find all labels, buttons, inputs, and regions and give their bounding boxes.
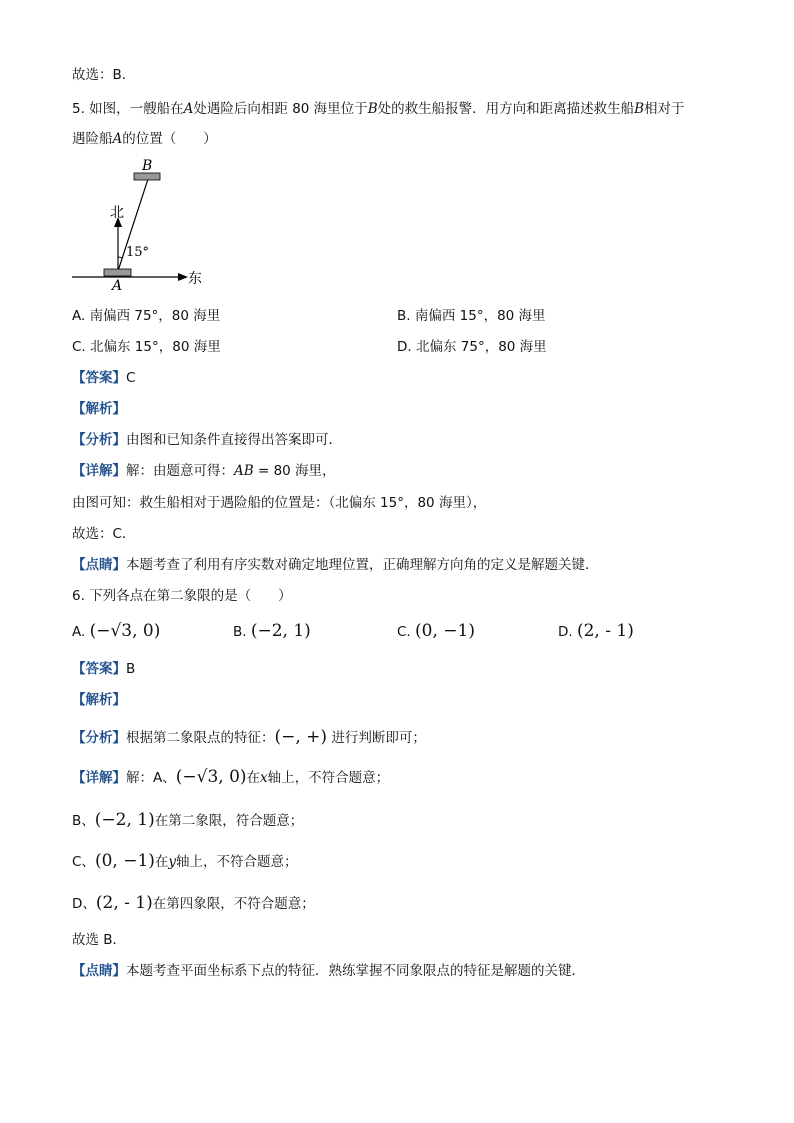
q6-option-d: D. (2, - 1) — [558, 621, 634, 641]
q6-guxuan: 故选 B． — [72, 932, 127, 948]
q6-dianjing: 【点睛】本题考查平面坐标系下点的特征．熟练掌握不同象限点的特征是解题的关键． — [72, 963, 585, 979]
q6-xiangjie: 【详解】解：A、(−√3, 0)在x轴上，不符合题意； — [72, 767, 390, 787]
q5-option-c: C. 北偏东 15°，80 海里 — [72, 339, 221, 355]
question-5-stem-cont: 遇险船A的位置（ ） — [72, 131, 217, 147]
q5-option-a: A. 南偏西 75°，80 海里 — [72, 308, 221, 324]
q5-xiangjie: 【详解】解：由题意可得：AB = 80 海里， — [72, 463, 336, 479]
label-a: A — [112, 278, 123, 294]
q6-analysis-heading: 【解析】 — [72, 692, 126, 708]
q6-option-c: C. (0, −1) — [397, 621, 475, 641]
ship-b — [134, 173, 160, 180]
question-6-stem: 6. 下列各点在第二象限的是（ ） — [72, 588, 292, 604]
direction-figure — [70, 155, 220, 295]
q5-youtu: 由图可知：救生船相对于遇险船的位置是：（北偏东 15°，80 海里）， — [72, 495, 487, 511]
q6-answer: 【答案】B — [72, 661, 136, 677]
q5-dianjing: 【点睛】本题考查了利用有序实数对确定地理位置，正确理解方向角的定义是解题关键． — [72, 557, 599, 573]
angle-arc — [118, 257, 123, 258]
q6-option-a: A. (−√3, 0) — [72, 621, 161, 641]
label-b: B — [142, 158, 153, 174]
q5-option-d: D. 北偏东 75°，80 海里 — [397, 339, 547, 355]
text-line: 故选：B． — [72, 67, 136, 83]
east-arrow-icon — [178, 273, 188, 281]
label-north: 北 — [110, 205, 124, 221]
q6-line-d: D、(2, - 1)在第四象限，不符合题意； — [72, 893, 315, 913]
q5-option-b: B. 南偏西 15°，80 海里 — [397, 308, 546, 324]
q5-analysis-heading: 【解析】 — [72, 401, 126, 417]
q5-fenxi: 【分析】由图和已知条件直接得出答案即可． — [72, 432, 342, 448]
q5-answer: 【答案】C — [72, 370, 136, 386]
question-5-stem: 5. 如图，一艘船在A处遇险后向相距 80 海里位于B处的救生船报警．用方向和距离描述救生船B相对于 — [72, 101, 685, 117]
q6-line-b: B、(−2, 1)在第二象限，符合题意； — [72, 810, 304, 830]
q5-guxuan: 故选：C． — [72, 526, 136, 542]
label-east: 东 — [188, 271, 202, 287]
q6-option-b: B. (−2, 1) — [233, 621, 311, 641]
q6-fenxi: 【分析】根据第二象限点的特征：(−, +) 进行判断即可； — [72, 727, 426, 747]
q6-line-c: C、(0, −1)在y轴上，不符合题意； — [72, 851, 298, 871]
ship-a — [104, 269, 131, 276]
label-angle: 15° — [126, 245, 150, 260]
